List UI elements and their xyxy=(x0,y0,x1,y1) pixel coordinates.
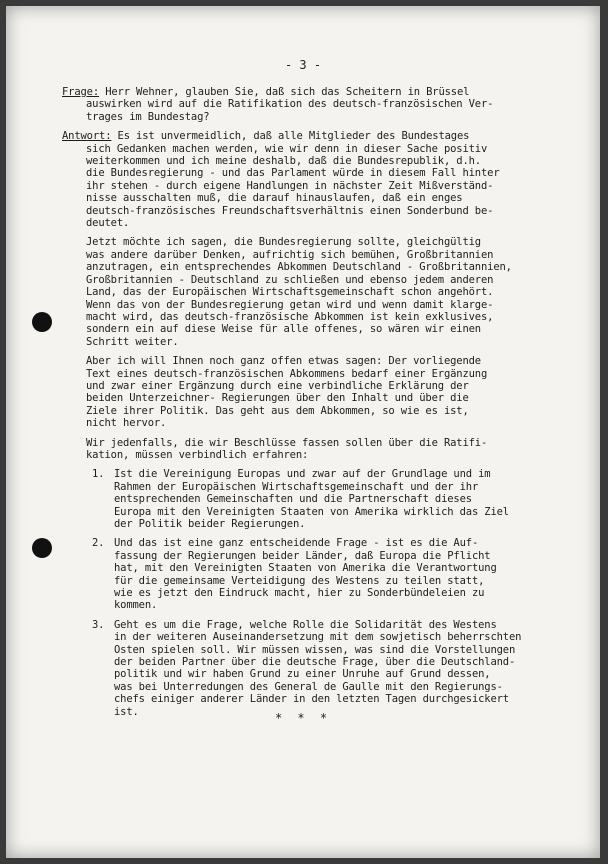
paragraph-line: anzutragen, ein entsprechendes Abkommen Deutschland - Großbritannien, xyxy=(86,261,512,274)
item-line: Geht es um die Frage, welche Rolle die Solidarität des Westens xyxy=(114,618,497,631)
document-page xyxy=(6,6,600,858)
item-line: Ist die Vereinigung Europas und zwar auf der Grundlage und im xyxy=(114,468,491,481)
item-line: fassung der Regierungen beider Länder, daß Europa die Pflicht xyxy=(114,549,491,562)
numbered-item xyxy=(62,619,592,718)
item-number: 2. xyxy=(92,537,105,550)
item-line: Rahmen der Europäischen Wirtschaftsgemeinschaft und der ihr xyxy=(114,480,479,493)
paragraph-line: und zwar einer Ergänzung durch eine verbindliche Erklärung der xyxy=(86,379,469,392)
question-line: auswirken wird auf die Ratifikation des deutsch-französischen Ver- xyxy=(86,98,494,111)
paragraph-line: Wenn das von der Bundesregierung getan wird und wenn damit klarge- xyxy=(86,298,494,311)
paragraph-line: beiden Unterzeichner- Regierungen über den Inhalt und über die xyxy=(86,392,469,405)
paragraph-line: Land, das der Europäischen Wirtschaftsgemeinschaft schon angehört. xyxy=(86,286,494,299)
closing-asterisks: * * * xyxy=(274,711,332,725)
paragraph-line: Großbritannien - Deutschland zu schließen und ebenso jedem anderen xyxy=(86,273,494,286)
question-first-line: Frage: Herr Wehner, glauben Sie, daß sich das Scheitern in Brüssel xyxy=(62,86,470,98)
answer-block xyxy=(62,130,592,229)
item-line: was bei Unterredungen des General de Gaulle mit den Regierungs- xyxy=(114,680,503,693)
answer-first-line: Antwort: Es ist unvermeidlich, daß alle Mitglieder des Bundestages xyxy=(62,130,470,143)
item-number: 3. xyxy=(92,618,105,631)
paragraph xyxy=(62,236,592,348)
paragraph-line: Ziele ihrer Politik. Das geht aus dem Abkommen, so wie es ist, xyxy=(86,404,469,417)
punch-hole-lower xyxy=(32,538,52,558)
answer-line: nisse ausschalten muß, die darauf hinauslaufen, daß ein enges xyxy=(86,192,463,205)
item-line: politik und wir haben Grund zu einer Unruhe auf Grund dessen, xyxy=(114,668,491,681)
answer-line: weiterkommen und ich meine deshalb, daß die Bundesrepublik, d.h. xyxy=(86,155,481,168)
paragraph xyxy=(62,355,592,429)
item-line: Europa mit den Vereinigten Staaten von Amerika wirklich das Ziel xyxy=(114,505,509,518)
item-line: entsprechenden Gemeinschaften und die Partnerschaft dieses xyxy=(114,493,472,506)
item-line: kommen. xyxy=(114,599,158,612)
paragraph-line: nicht hervor. xyxy=(86,417,167,430)
paragraph-line: Text eines deutsch-französischen Abkommens bedarf einer Ergänzung xyxy=(86,367,488,380)
question-label: Frage: xyxy=(62,86,100,98)
answer-line: ihr stehen - durch eigene Handlungen in nächster Zeit Mißverständ- xyxy=(86,179,494,192)
item-line: Osten spielen soll. Wir müssen wissen, was sind die Vorstellungen xyxy=(114,643,516,656)
answer-line: sich Gedanken machen werden, wie wir denn in dieser Sache positiv xyxy=(86,142,488,155)
item-line: in der weiteren Auseinandersetzung mit dem sowjetisch beherrschten xyxy=(114,631,522,644)
item-line: der Politik beider Regierungen. xyxy=(114,518,306,530)
paragraph-line: sondern ein auf diese Weise für alle offenes, so wären wir einen xyxy=(86,323,481,336)
item-line: Und das ist eine ganz entscheidende Frage - ist es die Auf- xyxy=(114,537,479,550)
question-block xyxy=(62,86,592,123)
item-line: der beiden Partner über die deutsche Frage, über die Deutschland- xyxy=(114,656,516,669)
answer-line: deutet. xyxy=(86,217,130,230)
paragraph-line: macht wird, das deutsch-französische Abkommen ist kein exklusives, xyxy=(86,310,494,323)
item-number: 1. xyxy=(92,468,105,481)
paragraph xyxy=(62,437,592,462)
paragraph-line: kation, müssen verbindlich erfahren: xyxy=(86,448,309,461)
paragraph-line: Wir jedenfalls, die wir Beschlüsse fassen sollen über die Ratifi- xyxy=(86,436,488,449)
typed-text xyxy=(62,86,592,725)
answer-line: deutsch-französisches Freundschaftsverhältnis einen Sonderbund be- xyxy=(86,204,494,217)
question-line: trages im Bundestag? xyxy=(86,110,210,123)
page-number: - 3 - xyxy=(284,58,322,72)
paragraph-line: was andere darüber Denken, aufrichtig sich bemühen, Großbritannien xyxy=(86,248,494,261)
answer-line: die Bundesregierung - und das Parlament würde in diesem Fall hinter xyxy=(86,167,500,180)
item-line: hat, mit den Vereinigten Staaten von Amerika die Verantwortung xyxy=(114,562,497,575)
item-line: wie es jetzt den Eindruck macht, hier zu Sonderbündeleien zu xyxy=(114,587,485,600)
numbered-item xyxy=(62,468,592,530)
paragraph-line: Schritt weiter. xyxy=(86,335,179,348)
item-line: für die gemeinsame Verteidigung des Westens zu teilen statt, xyxy=(114,574,485,587)
punch-hole-upper xyxy=(32,312,52,332)
answer-label: Antwort: xyxy=(62,130,112,143)
paragraph-line: Jetzt möchte ich sagen, die Bundesregierung sollte, gleichgültig xyxy=(86,236,481,249)
numbered-item xyxy=(62,537,592,611)
paragraph-line: Aber ich will Ihnen noch ganz offen etwas sagen: Der vorliegende xyxy=(86,355,481,368)
item-line: chefs einiger anderer Länder in den letzten Tagen durchgesickert xyxy=(114,693,509,706)
item-line: ist. xyxy=(114,705,139,718)
